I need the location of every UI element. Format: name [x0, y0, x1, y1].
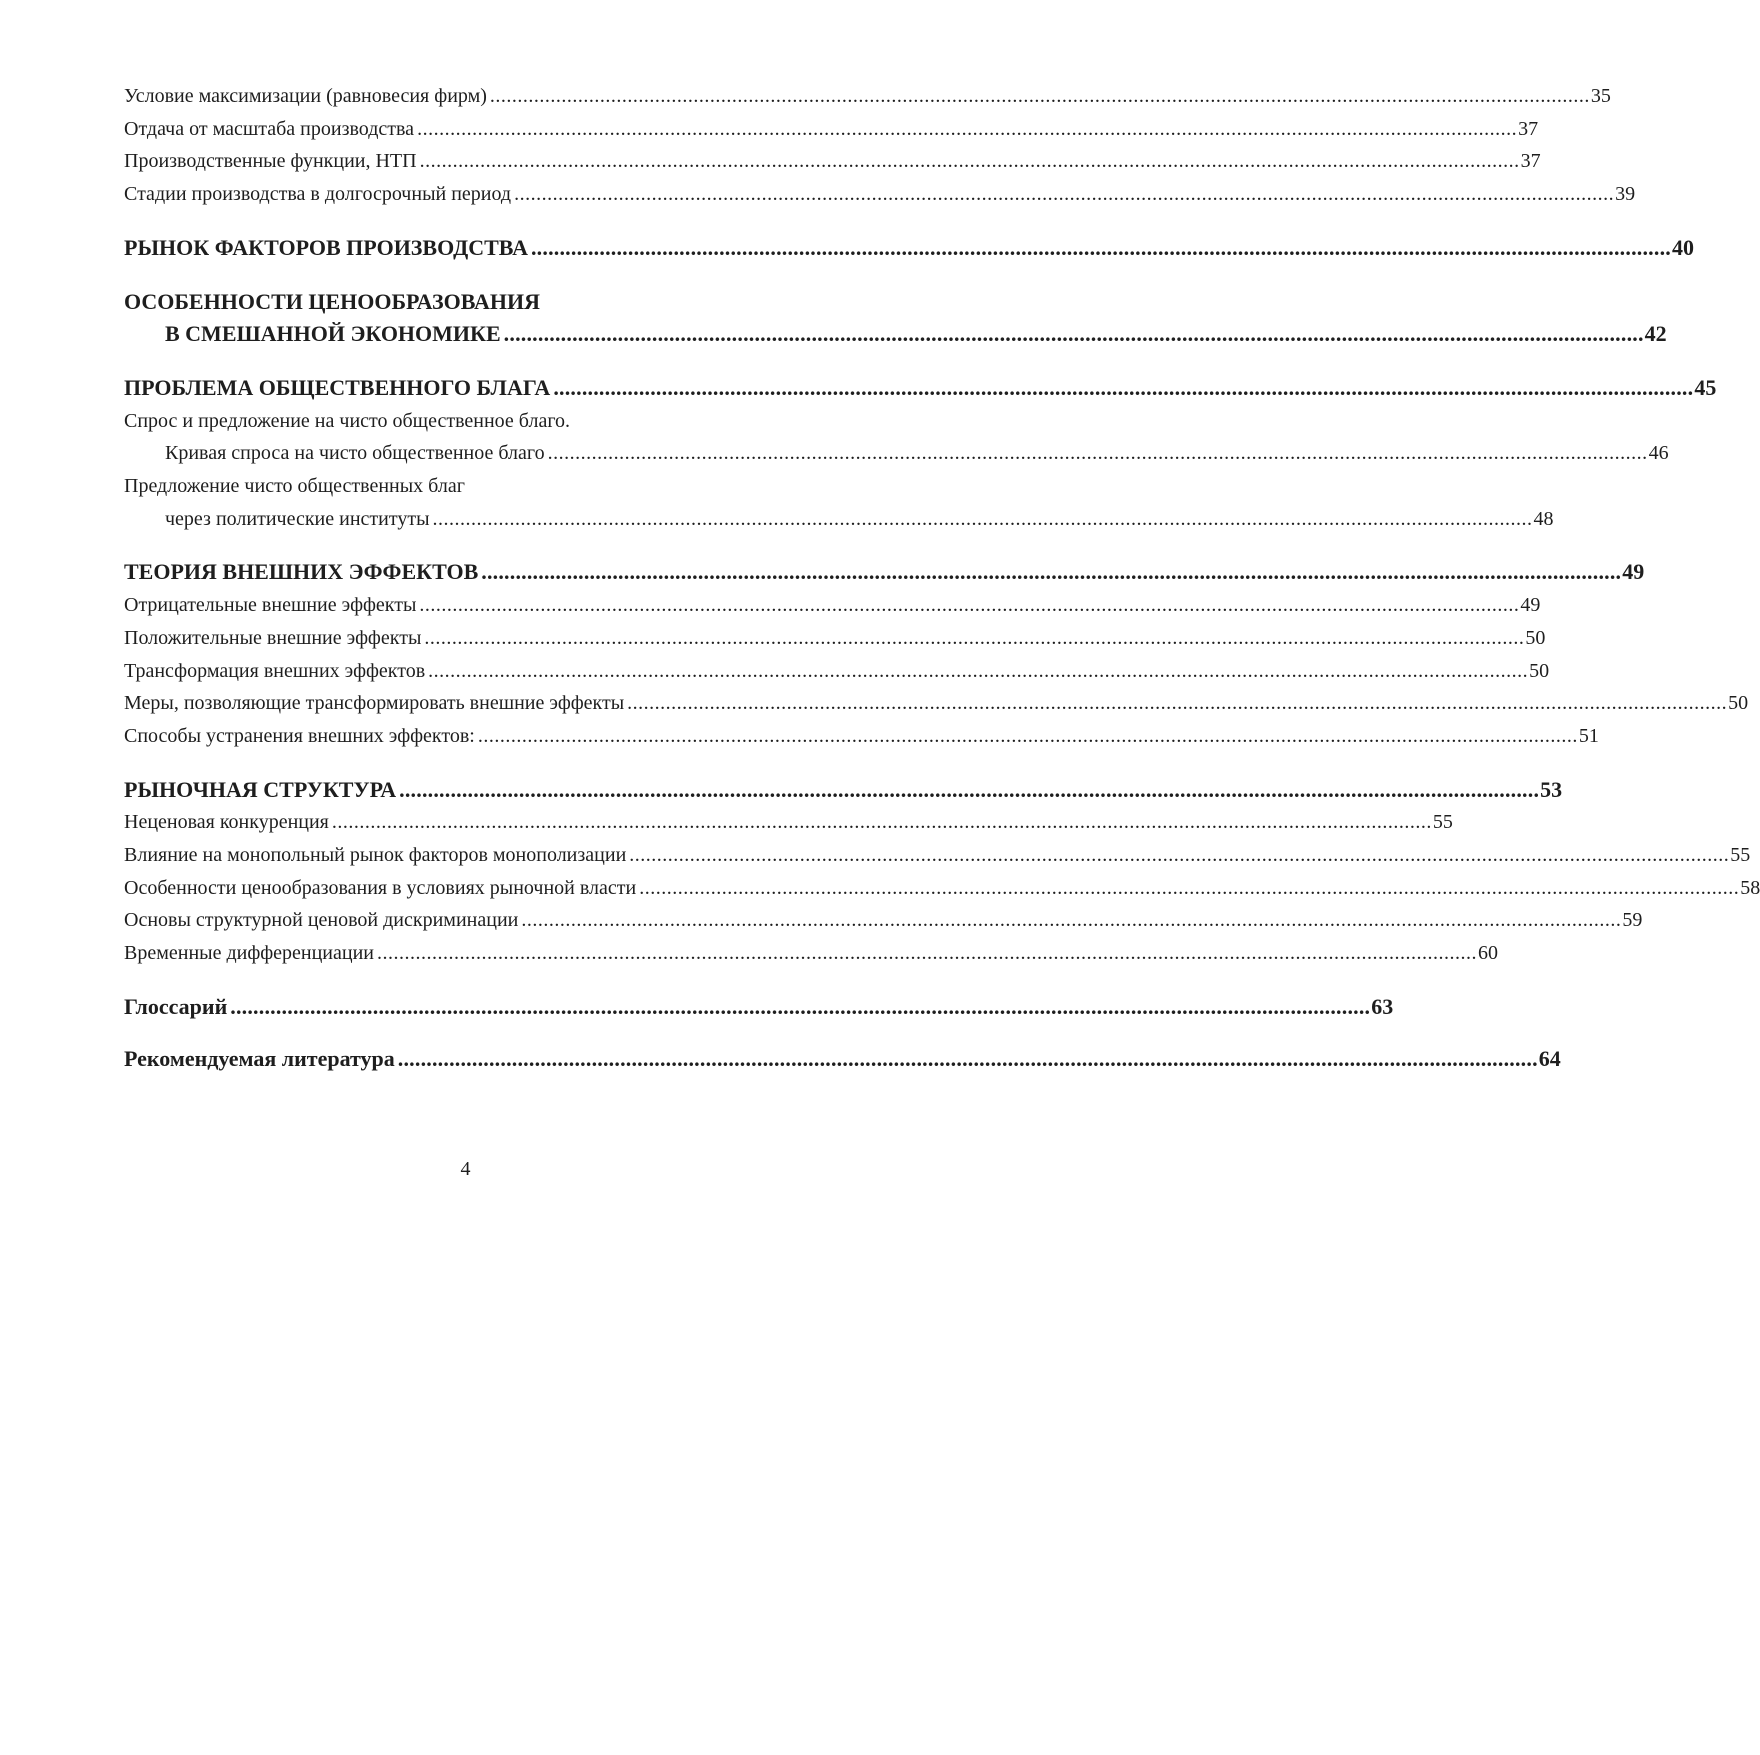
leader-dots: ........................................................................................................................................................................................................ — [503, 321, 1644, 347]
section-page: 40 — [1671, 234, 1694, 260]
section-page: 64 — [1538, 1045, 1561, 1071]
toc-entry-title: Меры, позволяющие трансформировать внешние эффекты — [124, 692, 625, 715]
leader-dots: ........................................................................................................................................................................................................ — [547, 442, 1648, 465]
toc-entry-title: Условие максимизации (равновесия фирм) — [124, 85, 487, 107]
toc-entry-title: Неценовая конкуренция — [124, 811, 329, 834]
leader-dots: ........................................................................................................................................................................................................ — [514, 183, 1615, 206]
toc-entry-title: Производственные функции, НТП — [124, 150, 417, 173]
toc-section-heading — [124, 232, 1694, 265]
leader-dots: ........................................................................................................................................................................................................ — [397, 1045, 1538, 1071]
toc-entry-page: 39 — [1615, 183, 1636, 206]
toc-entry-page: 59 — [1622, 909, 1643, 932]
leader-dots: ........................................................................................................................................................................................................ — [432, 507, 1533, 530]
toc-entry-page: 58 — [1740, 876, 1760, 899]
toc-entry — [124, 145, 1541, 178]
toc-entry — [124, 872, 1760, 905]
toc-entry-page: 55 — [1730, 844, 1751, 867]
section-title-externalities: ТЕОРИЯ ВНЕШНИХ ЭФФЕКТОВ — [124, 559, 479, 585]
leader-dots: ........................................................................................................................................................................................................ — [481, 559, 1622, 585]
table-of-contents — [124, 80, 1760, 1075]
toc-entry — [124, 904, 1643, 937]
toc-entry-title-line2: Кривая спроса на чисто общественное благо — [165, 442, 545, 465]
toc-entry-title: Трансформация внешних эффектов — [124, 659, 426, 682]
section-title-factors: РЫНОК ФАКТОРОВ ПРОИЗВОДСТВА — [124, 234, 528, 260]
leader-dots: ........................................................................................................................................................................................................ — [419, 150, 1520, 173]
toc-entry — [124, 720, 1599, 753]
toc-entry — [124, 80, 1611, 113]
toc-entry-page: 50 — [1728, 692, 1749, 715]
toc-entry-title-line2: через политические институты — [165, 507, 430, 530]
toc-entry — [124, 503, 1554, 536]
toc-entry-title: Отдача от масштаба производства — [124, 117, 415, 140]
toc-entry-page: 49 — [1520, 594, 1541, 617]
toc-entry-title: Отрицательные внешние эффекты — [124, 594, 417, 617]
leader-dots: ........................................................................................................................................................................................................ — [629, 844, 1730, 867]
section-title-public-good: ПРОБЛЕМА ОБЩЕСТВЕННОГО БЛАГА — [124, 374, 551, 400]
leader-dots: ........................................................................................................................................................................................................ — [399, 776, 1540, 802]
toc-entry-title: Способы устранения внешних эффектов: — [124, 724, 475, 747]
section-page: 42 — [1644, 321, 1667, 347]
leader-dots: ........................................................................................................................................................................................................ — [331, 811, 1432, 834]
toc-section-heading — [124, 774, 1563, 807]
toc-entry-page: 35 — [1590, 85, 1611, 107]
section-page: 53 — [1540, 776, 1563, 802]
toc-entry-page: 37 — [1518, 117, 1539, 140]
leader-dots: ........................................................................................................................................................................................................ — [521, 909, 1622, 932]
toc-section-heading — [124, 318, 1667, 351]
toc-entry-title-line1: Спрос и предложение на чисто общественное благо. — [124, 409, 571, 432]
toc-entry-title: Временные дифференциации — [124, 942, 374, 965]
toc-section-heading — [124, 372, 1717, 405]
toc-entry — [124, 839, 1751, 872]
section-title-market: РЫНОЧНАЯ СТРУКТУРА — [124, 776, 397, 802]
toc-entry — [124, 437, 1669, 470]
toc-entry — [124, 655, 1550, 688]
section-title-glossary: Глоссарий — [124, 993, 228, 1019]
toc-entry — [124, 178, 1636, 211]
leader-dots: ........................................................................................................................................................................................................ — [428, 659, 1529, 682]
toc-entry-page: 51 — [1578, 724, 1599, 747]
toc-section-heading — [124, 1043, 1561, 1076]
leader-dots: ........................................................................................................................................................................................................ — [377, 942, 1477, 965]
toc-entry — [124, 113, 1539, 146]
toc-entry-page: 50 — [1529, 659, 1550, 682]
toc-entry-page: 37 — [1520, 150, 1541, 173]
toc-entry — [124, 687, 1749, 720]
leader-dots: ........................................................................................................................................................................................................ — [417, 117, 1518, 140]
leader-dots: ........................................................................................................................................................................................................ — [419, 594, 1520, 617]
toc-section-heading — [124, 556, 1645, 589]
toc-entry-title: Влияние на монопольный рынок факторов монополизации — [124, 844, 627, 867]
toc-entry-title: Особенности ценообразования в условиях рыночной власти — [124, 876, 637, 899]
section-title-pricing-line1: ОСОБЕННОСТИ ЦЕНООБРАЗОВАНИЯ — [124, 288, 541, 314]
leader-dots: ........................................................................................................................................................................................................ — [627, 692, 1728, 715]
toc-entry-title: Основы структурной ценовой дискриминации — [124, 909, 519, 932]
section-title-pricing-line2: В СМЕШАННОЙ ЭКОНОМИКЕ — [165, 321, 501, 347]
toc-entry — [124, 937, 1498, 970]
leader-dots: ........................................................................................................................................................................................................ — [230, 993, 1371, 1019]
toc-entry-page: 48 — [1533, 507, 1554, 530]
leader-dots: ........................................................................................................................................................................................................ — [530, 234, 1671, 260]
leader-dots: ........................................................................................................................................................................................................ — [489, 85, 1590, 107]
toc-entry — [124, 806, 1453, 839]
page-number: 4 — [460, 1158, 471, 1180]
section-title-literature: Рекомендуемая литература — [124, 1045, 395, 1071]
toc-entry-title-line1: Предложение чисто общественных благ — [124, 475, 465, 498]
toc-entry-page: 46 — [1648, 442, 1669, 465]
toc-entry-title: Стадии производства в долгосрочный период — [124, 183, 512, 206]
toc-entry — [124, 622, 1546, 655]
toc-entry-page: 50 — [1525, 626, 1546, 649]
leader-dots: ........................................................................................................................................................................................................ — [639, 876, 1740, 899]
leader-dots: ........................................................................................................................................................................................................ — [477, 724, 1578, 747]
section-page: 49 — [1622, 559, 1645, 585]
toc-entry — [124, 589, 1541, 622]
leader-dots: ........................................................................................................................................................................................................ — [553, 374, 1694, 400]
toc-section-heading — [124, 991, 1394, 1024]
section-page: 45 — [1694, 374, 1717, 400]
toc-entry-title: Положительные внешние эффекты — [124, 626, 422, 649]
toc-entry-page: 55 — [1432, 811, 1453, 834]
leader-dots: ........................................................................................................................................................................................................ — [424, 626, 1525, 649]
toc-entry-page: 60 — [1478, 942, 1498, 965]
section-page: 63 — [1371, 993, 1394, 1019]
